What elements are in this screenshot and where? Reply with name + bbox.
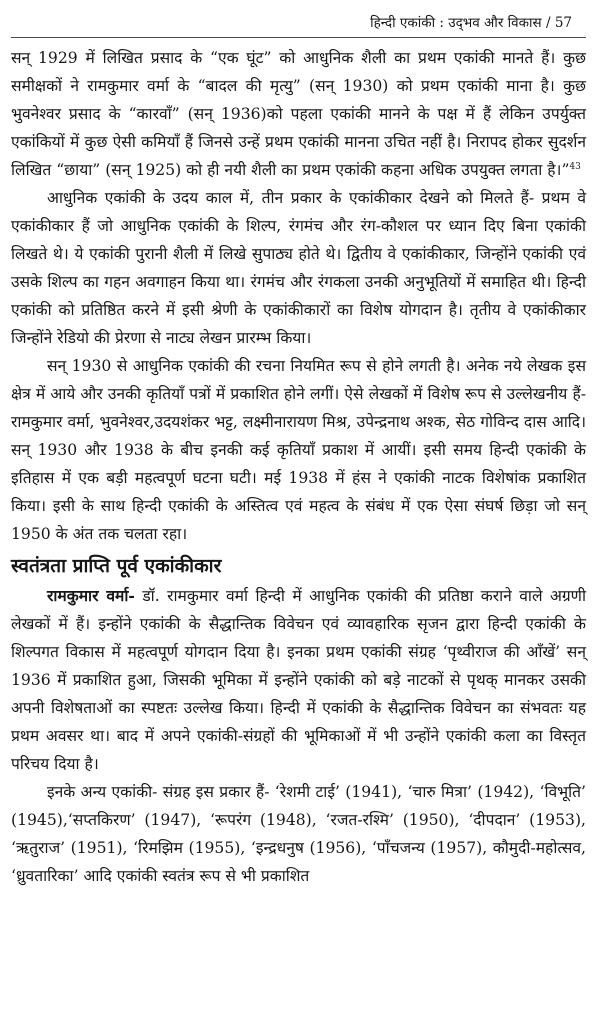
paragraph-text: डॉ. रामकुमार वर्मा हिन्दी में आधुनिक एकांकी की प्रतिष्ठा कराने वाले अग्रणी लेखकों में हैं। इन्होंने एकांकी के सैद्धान्तिक विवेचन एवं व्यावहारिक सृजन द्वारा हिन्दी एकांकी के शिल्पगत विकास में महत्वपूर्ण योगदान दिया है। इनका प्रथम एकांकी संग्रह ‘पृथ्वीराज की आँखें’ सन् 1936 में प्रकाशित हुआ, जिसकी भूमिका में इन्होंने एकांकी को बड़े नाटकों से पृथक् मानकर उसकी अपनी विशेषताओं का स्पष्टतः उल्लेख किया। हिन्दी में एकांकी के सैद्धान्तिक विवेचन का संभवतः यह प्रथम अवसर था। बाद में अपने एकांकी-संग्रहों की भूमिकाओं में भी उन्होंने एकांकी कला का विस्तृत परिचय दिया है। [11, 587, 586, 773]
page-number: 57 [554, 15, 572, 31]
paragraph-other-collections: इनके अन्य एकांकी- संग्रह इस प्रकार हैं- ‘रेशमी टाई’ (1941), ‘चारु मित्रा’ (1942), ‘विभूति’ (1945),‘सप्तकिरण’ (1947), ‘रूपरंग (1948), ‘रजत-रश्मि’ (1950), ‘दीपदान’ (1953), ‘ऋतुराज’ (1951), ‘रिमझिम (1955), ‘इन्द्रधनुष (1956), ‘पाँचजन्य (1957), कौमुदी-महोत्सव, ‘ध्रुवतारिका’ आदि एकांकी स्वतंत्र रूप से भी प्रकाशित [11, 783, 586, 885]
running-title: हिन्दी एकांकी : उद्‌भव और विकास [370, 15, 542, 31]
section-heading: स्वतंत्रता प्राप्ति पूर्व एकांकीकार [11, 555, 222, 577]
paragraph-development-after-1930: सन् 1930 से आधुनिक एकांकी की रचना नियमित रूप से होने लगती है। अनेक नये लेखक इस क्षेत्र में आये और उनकी कृतियाँ पत्रों में प्रकाशित होने लगीं। ऐसे लेखकों में विशेष रूप से उल्लेखनीय हैं-रामकुमार वर्मा, भुवनेश्वर,उदयशंकर भट्ट, लक्ष्मीनारायण मिश्र, उपेन्द्रनाथ अश्क, सेठ गोविन्द दास आदि। सन् 1930 और 1938 के बीच इनकी कई कृतियाँ प्रकाश में आयीं। इसी समय हिन्दी एकांकी के इतिहास में एक बड़ी महत्वपूर्ण घटना घटी। मई 1938 में हंस ने एकांकी नाटक विशेषांक प्रकाशित किया। इसी के साथ हिन्दी एकांकी के अस्तित्व एवं महत्व के संबंध में एक ऐसा संघर्ष छिड़ा जो सन् 1950 के अंत तक चलता रहा। [11, 357, 586, 543]
header-separator: / [541, 15, 555, 31]
page-body [11, 44, 586, 890]
paragraph-first-one-act-play [11, 44, 586, 184]
running-header [11, 10, 586, 36]
paragraph-text: सन् 1929 में लिखित प्रसाद के “एक घूंट” को आधुनिक शैली का प्रथम एकांकी मानते हैं। कुछ समीक्षकों ने रामकुमार वर्मा के “बादल की मृत्यु” (सन् 1930) को प्रथम एकांकी माना है। कुछ भुवनेश्वर प्रसाद के “कारवाँ” (सन् 1936)को पहला एकांकी मानने के पक्ष में हैं लेकिन उपर्युक्त एकांकियों में कुछ ऐसी कमियाँ हैं जिनसे उन्हें प्रथम एकांकी मानना उचित नहीं है। निरापद होकर सुदर्शन लिखित “छाया” (सन् 1925) को ही नयी शैली का प्रथम एकांकी कहना अधिक उपयुक्त लगता है।” [11, 49, 586, 179]
footnote-reference: 43 [569, 161, 581, 172]
header-rule [11, 37, 586, 38]
paragraph-ramkumar-verma [11, 582, 586, 778]
paragraph-lead-in: रामकुमार वर्मा- [47, 586, 135, 605]
paragraph-three-types-of-playwrights: आधुनिक एकांकी के उदय काल में, तीन प्रकार के एकांकीकार देखने को मिलते हैं- प्रथम वे एकांकीकार हैं जो आधुनिक एकांकी के शिल्प, रंगमंच और रंग-कौशल पर ध्यान दिए बिना एकांकी लिखते थे। ये एकांकी पुरानी शैली में लिखे सुपाठ्य होते थे। द्वितीय वे एकांकीकार, जिन्होंने एकांकी एवं उसके शिल्प का गहन अवगाहन किया था। रंगमंच और रंगकला उनकी अनुभूतियों में समाहित थी। हिन्दी एकांकी को प्रतिष्ठित करने में इसी श्रेणी के एकांकीकारों का विशेष योगदान है। तृतीय वे एकांकीकार जिन्होंने रेडियो की प्रेरणा से नाट्य लेखन प्रारम्भ किया। [11, 189, 586, 347]
